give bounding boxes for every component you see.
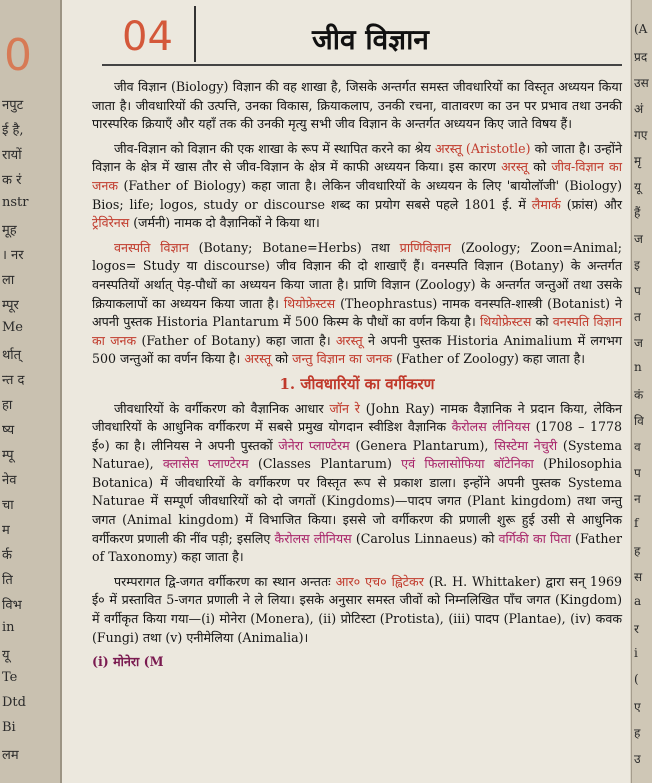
left-margin-fragment: न्त द — [2, 373, 25, 388]
right-margin-fragment: ए — [634, 700, 641, 714]
right-margin-fragment: अं — [634, 102, 644, 116]
book-page — [62, 0, 630, 783]
right-margin-fragment: a — [634, 594, 642, 608]
left-margin-fragment: लम — [2, 748, 19, 763]
left-margin-fragment: in — [2, 620, 15, 635]
left-margin-fragment: हा — [2, 398, 13, 413]
left-margin-fragment: नपुट — [2, 98, 24, 113]
chapter-title: जीव विज्ञान — [312, 23, 429, 56]
right-margin-fragment: कं — [634, 388, 644, 402]
header-rule — [102, 64, 622, 66]
left-margin-fragment: ला — [2, 273, 15, 288]
intro-paragraph: जीव विज्ञान (Biology) विज्ञान की वह शाखा है, जिसके अन्तर्गत समस्त जीवधारियों का विस्तृत अध्ययन किया जाता है। जीवधारियों की उत्पत्ति, उनका विकास, क्रियाकलाप, उनकी रचना, वातावरण का उन पर प्रभाव तथा उनकी पारस्परिक क्रियाएँ और यहाँ तक की उनकी मृत्यु सभी जीव विज्ञान के अन्तर्गत अध्ययन किए जाते विषय हैं। — [92, 79, 622, 132]
left-margin-fragment: ई है, — [2, 123, 24, 138]
right-margin-fragment: i — [634, 646, 638, 660]
chapter-body — [92, 78, 622, 678]
right-margin-fragment: ज — [634, 336, 643, 350]
right-margin-fragment: मृ — [634, 154, 642, 168]
header-divider — [194, 6, 196, 62]
left-margin-fragment: ति — [2, 573, 13, 588]
right-margin-fragment: प — [634, 284, 641, 298]
right-margin-fragment: ह — [634, 544, 641, 558]
right-margin-fragment: ज — [634, 232, 643, 246]
left-margin-fragment: यू — [2, 648, 10, 663]
left-margin-fragment: म्पू — [2, 448, 14, 463]
right-margin-fragment: गए — [634, 128, 648, 142]
left-margin-fragment: । नर — [2, 248, 24, 263]
left-margin-fragment: क रं — [2, 173, 22, 188]
next-page-edge — [631, 0, 652, 783]
right-margin-fragment: हैं — [634, 206, 641, 220]
branches-paragraph: वनस्पति विज्ञान (Botany; Botane=Herbs) तथा प्राणिविज्ञान (Zoology; Zoon=Animal; logos= Study या discourse) जीव विज्ञान की दो शाखाएँ हैं। वनस्पति विज्ञान (Botany) के अन्तर्गत वनस्पतियों अर्थात् पेड़-पौधों का अध्ययन किया जाता है। प्राणि विज्ञान (Zoology) के अन्तर्गत जन्तुओं तथा उसके क्रियाकलापों का अध्ययन किया जाता है। थियोफ्रेस्टस (Theophrastus) नामक वनस्पति-शास्त्री (Botanist) ने अपनी पुस्तक Historia Plantarum में 500 किस्म के पौधों का वर्णन किया है। थियोफ्रेस्टस को वनस्पति विज्ञान का जनक (Father of Botany) कहा जाता है। अरस्तू ने अपनी पुस्तक Historia Animalium में लगभग 500 जन्तुओं का वर्णन किया है। अरस्तू को जन्तु विज्ञान का जनक (Father of Zoology) कहा जाता है। — [92, 239, 622, 367]
right-margin-fragment: इ — [634, 258, 640, 272]
whittaker-paragraph: परम्परागत द्वि-जगत वर्गीकरण का स्थान अन्ततः आर० एच० ह्विटेकर (R. H. Whittaker) द्वारा सन् 1969 ई० में प्रस्तावित 5-जगत प्रणाली ने ले लिया। इसके अनुसार समस्त जीवों को निम्नलिखित पाँच जगत (Kingdom) में वर्गीकृत किया गया—(i) मोनेरा (Monera), (ii) प्रोटिस्टा (Protista), (iii) पादप (Plantae), (iv) कवक (Fungi) तथा (v) एनीमेलिया (Animalia)। — [92, 573, 622, 645]
right-margin-fragment: f — [634, 516, 639, 530]
left-margin-fragment: र्क — [2, 548, 12, 563]
right-margin-fragment: स — [634, 570, 643, 584]
right-margin-fragment: उस — [634, 76, 649, 90]
right-margin-fragment: यू — [634, 180, 641, 194]
right-margin-fragment: उ — [634, 752, 641, 766]
aristotle-paragraph: जीव-विज्ञान को विज्ञान की एक शाखा के रूप में स्थापित करने का श्रेय अरस्तू (Aristotle) को जाता है। उन्होंने विज्ञान के क्षेत्र में खास तौर से जीव-विज्ञान के क्षेत्र में काफी अध्ययन किया। इस कारण अरस्तू को जीव-विज्ञान का जनक (Father of Biology) कहा जाता है। लेकिन जीवधारियों के अध्ययन के लिए 'बायोलॉजी' (Biology) Bios; life; logos, study or discourse शब्द का प्रयोग सबसे पहले 1801 ई. में लैमार्क (फ्रांस) और ट्रेविरेनस (जर्मनी) नामक दो वैज्ञानिकों ने किया था। — [92, 140, 622, 231]
left-margin-fragment: Me — [2, 320, 24, 335]
right-margin-fragment: वि — [634, 414, 644, 428]
left-margin-fragment: रायों — [2, 148, 22, 163]
section-heading: 1. जीवधारियों का वर्गीकरण — [279, 374, 435, 393]
left-margin-fragment: म्पूर — [2, 298, 19, 313]
right-margin-fragment: ( — [634, 672, 639, 686]
right-margin-fragment: व — [634, 440, 641, 454]
right-margin-fragment: त — [634, 310, 641, 324]
left-margin-fragment: Dtd — [2, 695, 26, 710]
left-margin-fragment: मूह — [2, 223, 17, 238]
left-margin-fragment: ष्य — [2, 423, 15, 438]
right-margin-fragment: र — [634, 622, 639, 636]
previous-page-number-fragment: 0 — [4, 30, 32, 81]
classification-paragraph: जीवधारियों के वर्गीकरण को वैज्ञानिक आधार जॉन रे (John Ray) नामक वैज्ञानिक ने प्रदान किया, लेकिन जीवधारियों के आधुनिक वर्गीकरण में सबसे प्रमुख योगदान स्वीडिश वैज्ञानिक कैरोलस लीनियस (1708 – 1778 ई०) का है। लीनियस ने अपनी पुस्तकों जेनेरा प्लाण्टेरम (Genera Plantarum), सिस्टेमा नेचुरी (Systema Naturae), क्लासेस प्लाण्टेरम (Classes Plantarum) एवं फिलासोफिया बॉटेनिका (Philosophia Botanica) में जीवधारियों के वर्गीकरण पर विस्तृत रूप से प्रकाश डाला। इन्होंने अपनी पुस्तक Systema Naturae में सम्पूर्ण जीवधारियों को दो जगतों (Kingdoms)—पादप जगत (Plant kingdom) तथा जन्तु जगत (Animal kingdom) में विभाजित किया। इससे जो वर्गीकरण की प्रणाली शुरू हुई उसी से आधुनिक वर्गीकरण प्रणाली की नींव पड़ी; इसलिए कैरोलस लीनियस (Carolus Linnaeus) को वर्गिकी का पिता (Father of Taxonomy) कहा जाता है। — [92, 400, 623, 565]
left-margin-fragment: विभ — [2, 598, 22, 613]
chapter-number: 04 — [122, 14, 173, 60]
left-margin-fragment: नेव — [2, 473, 17, 488]
right-margin-fragment: प — [634, 466, 641, 480]
left-margin-fragment: चा — [2, 498, 14, 513]
right-margin-fragment: न — [634, 492, 641, 506]
left-margin-fragment: र्थात् — [2, 348, 22, 363]
right-margin-fragment: ह — [634, 726, 641, 740]
right-margin-fragment: (A — [634, 22, 648, 36]
left-margin-fragment: म — [2, 523, 10, 538]
previous-page-edge — [0, 0, 62, 783]
left-margin-fragment: Bi — [2, 720, 16, 735]
monera-subheading: (i) मोनेरा (M — [92, 654, 164, 670]
left-margin-fragment: nstr — [2, 195, 29, 210]
right-margin-fragment: प्रद — [634, 50, 648, 64]
right-margin-fragment: n — [634, 360, 642, 374]
left-margin-fragment: Te — [2, 670, 18, 685]
